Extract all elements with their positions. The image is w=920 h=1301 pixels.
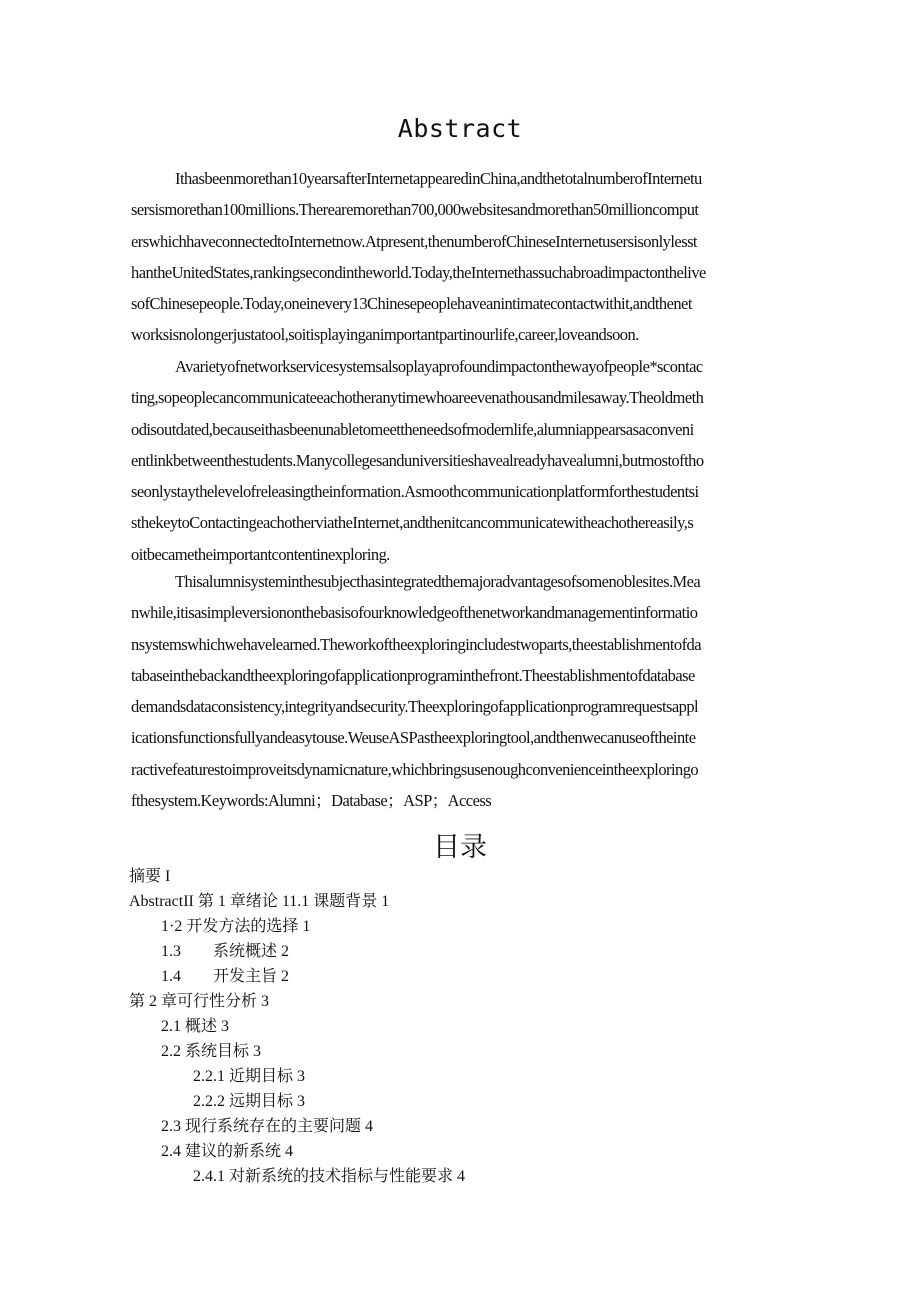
toc-entry[interactable]: AbstractII 第 1 章绪论 11.1 课题背景 1 xyxy=(129,893,390,910)
toc-entry[interactable]: 2.4 建议的新系统 4 xyxy=(161,1143,294,1160)
toc-heading: 目录 xyxy=(433,832,487,863)
paragraph-line: fthesystem.Keywords:Alumni；Database；ASP；Access xyxy=(131,790,492,810)
paragraph-line: erswhichhaveconnectedtoInternetnow.Atpresent,thenumberofChineseInternetusersisonlylesst xyxy=(131,231,697,251)
toc-entry[interactable]: 2.2.1 近期目标 3 xyxy=(193,1068,306,1085)
paragraph-line: sofChinesepeople.Today,oneinevery13Chinesepeoplehaveanintimatecontactwithit,andthenet xyxy=(131,294,692,313)
toc-entry[interactable]: 1.3 系统概述 2 xyxy=(161,943,290,960)
toc-entry[interactable]: 2.2.2 远期目标 3 xyxy=(193,1093,306,1110)
toc-entry[interactable]: 2.4.1 对新系统的技术指标与性能要求 4 xyxy=(193,1168,466,1185)
toc-entry[interactable]: 1.4 开发主旨 2 xyxy=(161,968,290,985)
paragraph-line: Thisalumnisysteminthesubjecthasintegratedthemajoradvantagesofsomenoblesites.Mea xyxy=(175,572,701,591)
toc-entry[interactable]: 2.2 系统目标 3 xyxy=(161,1043,262,1060)
paragraph-line: odisoutdated,becauseithasbeenunabletomeettheneedsofmodernlife,alumniappearsasaconveni xyxy=(131,419,694,439)
toc-entry[interactable]: 2.3 现行系统存在的主要问题 4 xyxy=(161,1118,374,1135)
toc-entry[interactable]: 第 2 章可行性分析 3 xyxy=(129,993,270,1010)
paragraph-line: oitbecametheimportantcontentinexploring. xyxy=(131,544,390,564)
paragraph-line: Avarietyofnetworkservicesystemsalsoplayaprofoundimpactonthewayofpeople*scontac xyxy=(175,357,703,376)
paragraph-line: seonlystaythelevelofreleasingtheinformation.Asmoothcommunicationplatformforthestudentsi xyxy=(131,482,699,501)
paragraph-line: entlinkbetweenthestudents.Manycollegesanduniversitieshavealreadyhavealumni,butmostoftho xyxy=(131,450,704,470)
toc-entry[interactable]: 2.1 概述 3 xyxy=(161,1018,230,1035)
paragraph-line: nsystemswhichwehavelearned.Theworkoftheexploringincludestwoparts,theestablishmentofda xyxy=(131,634,701,654)
abstract-paragraph-3 xyxy=(131,566,824,816)
toc-entry[interactable]: 1·2 开发方法的选择 1 xyxy=(161,918,311,935)
paragraph-line: hantheUnitedStates,rankingsecondintheworld.Today,theInternethassuchabroadimpactonthelive xyxy=(131,262,706,282)
abstract-heading: Abstract xyxy=(397,114,523,143)
paragraph-line: ting,sopeoplecancommunicateeachotheranytimewhoareevenathousandmilesaway.Theoldmeth xyxy=(131,388,704,408)
paragraph-line: sthekeytoContactingeachotherviatheInternet,andthenitcancommunicatewitheachothereasily,s xyxy=(131,513,694,533)
paragraph-line: Ithasbeenmorethan10yearsafterInternetappearedinChina,andthetotalnumberofInternetu xyxy=(175,169,702,188)
paragraph-line: demandsdataconsistency,integrityandsecurity.Theexploringofapplicationprogramrequestsappl xyxy=(131,697,699,716)
paragraph-line: tabaseinthebackandtheexploringofapplicationprograminthefront.Theestablishmentofdatabase xyxy=(131,665,695,685)
table-of-contents xyxy=(129,864,829,1189)
toc-entry[interactable]: 摘要 I xyxy=(129,868,171,885)
paragraph-line: nwhile,itisasimpleversiononthebasisofourknowledgeofthenetworkandmanagementinformatio xyxy=(131,603,698,623)
paragraph-line: sersismorethan100millions.Therearemorethan700,000websitesandmorethan50millioncomput xyxy=(131,200,699,220)
abstract-paragraph-1 xyxy=(131,163,824,351)
paragraph-line: ractivefeaturestoimproveitsdynamicnature,whichbringsusenoughconvenienceintheexploringo xyxy=(131,759,699,779)
paragraph-line: worksisnolongerjustatool,soitisplayinganimportantpartinourlife,career,loveandsoon. xyxy=(131,325,639,345)
abstract-paragraph-2 xyxy=(131,351,824,570)
paragraph-line: icationsfunctionsfullyandeasytouse.WeuseASPastheexploringtool,andthenwecanuseoftheinte xyxy=(131,728,696,748)
